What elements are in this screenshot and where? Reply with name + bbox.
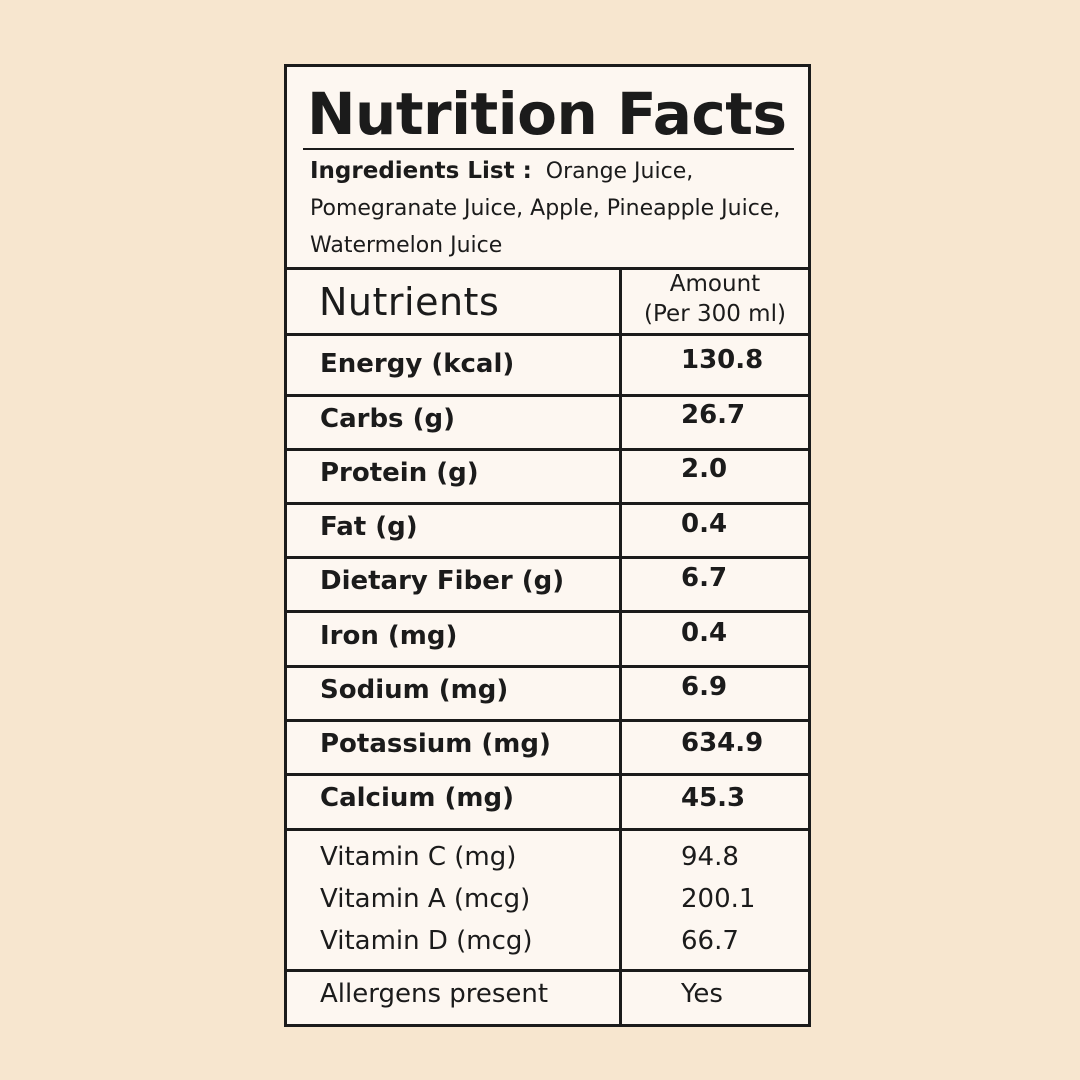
allergens-value: Yes [681, 979, 723, 1009]
row-divider [287, 448, 808, 451]
vitamin-name: Vitamin C (mg) [320, 842, 517, 872]
amount-header-line2: (Per 300 ml) [644, 301, 786, 327]
nutrient-value: 6.7 [681, 563, 728, 593]
nutrient-value: 6.9 [681, 672, 728, 702]
row-divider [287, 773, 808, 776]
page-title: Nutrition Facts [307, 80, 787, 148]
nutrient-value: 0.4 [681, 509, 728, 539]
nutrient-name: Carbs (g) [320, 404, 455, 434]
nutrient-value: 45.3 [681, 783, 746, 813]
row-divider [287, 502, 808, 505]
header-divider [287, 333, 808, 336]
nutrient-name: Fat (g) [320, 512, 418, 542]
ingredients-label: Ingredients List : [310, 158, 532, 184]
amount-header [622, 269, 808, 329]
row-divider [287, 719, 808, 722]
ingredients-text: Orange Juice, Pomegranate Juice, Apple, Pineapple Juice, Watermelon Juice [310, 159, 781, 258]
ingredients-list [310, 153, 790, 264]
amount-header-line1: Amount [669, 271, 761, 297]
nutrient-value: 0.4 [681, 618, 728, 648]
row-divider [287, 969, 808, 972]
nutrient-name: Potassium (mg) [320, 729, 551, 759]
vitamin-value: 66.7 [681, 926, 739, 956]
row-divider [287, 610, 808, 613]
nutrient-name: Energy (kcal) [320, 349, 515, 379]
row-divider [287, 665, 808, 668]
row-divider [287, 556, 808, 559]
nutrient-name: Protein (g) [320, 458, 479, 488]
title-divider [303, 148, 794, 150]
nutrients-header: Nutrients [319, 280, 500, 324]
nutrition-facts-panel [284, 64, 811, 1027]
nutrient-value: 130.8 [681, 345, 764, 375]
row-divider [287, 394, 808, 397]
nutrient-name: Calcium (mg) [320, 783, 514, 813]
nutrient-value: 26.7 [681, 400, 746, 430]
column-divider [619, 267, 622, 1024]
nutrient-value: 2.0 [681, 454, 728, 484]
nutrient-name: Sodium (mg) [320, 675, 509, 705]
vitamin-name: Vitamin D (mcg) [320, 926, 533, 956]
allergens-label: Allergens present [320, 979, 549, 1009]
nutrient-value: 634.9 [681, 728, 764, 758]
vitamin-value: 200.1 [681, 884, 756, 914]
vitamin-name: Vitamin A (mcg) [320, 884, 531, 914]
nutrient-name: Dietary Fiber (g) [320, 566, 565, 596]
row-divider [287, 828, 808, 831]
vitamin-value: 94.8 [681, 842, 739, 872]
nutrient-name: Iron (mg) [320, 621, 458, 651]
